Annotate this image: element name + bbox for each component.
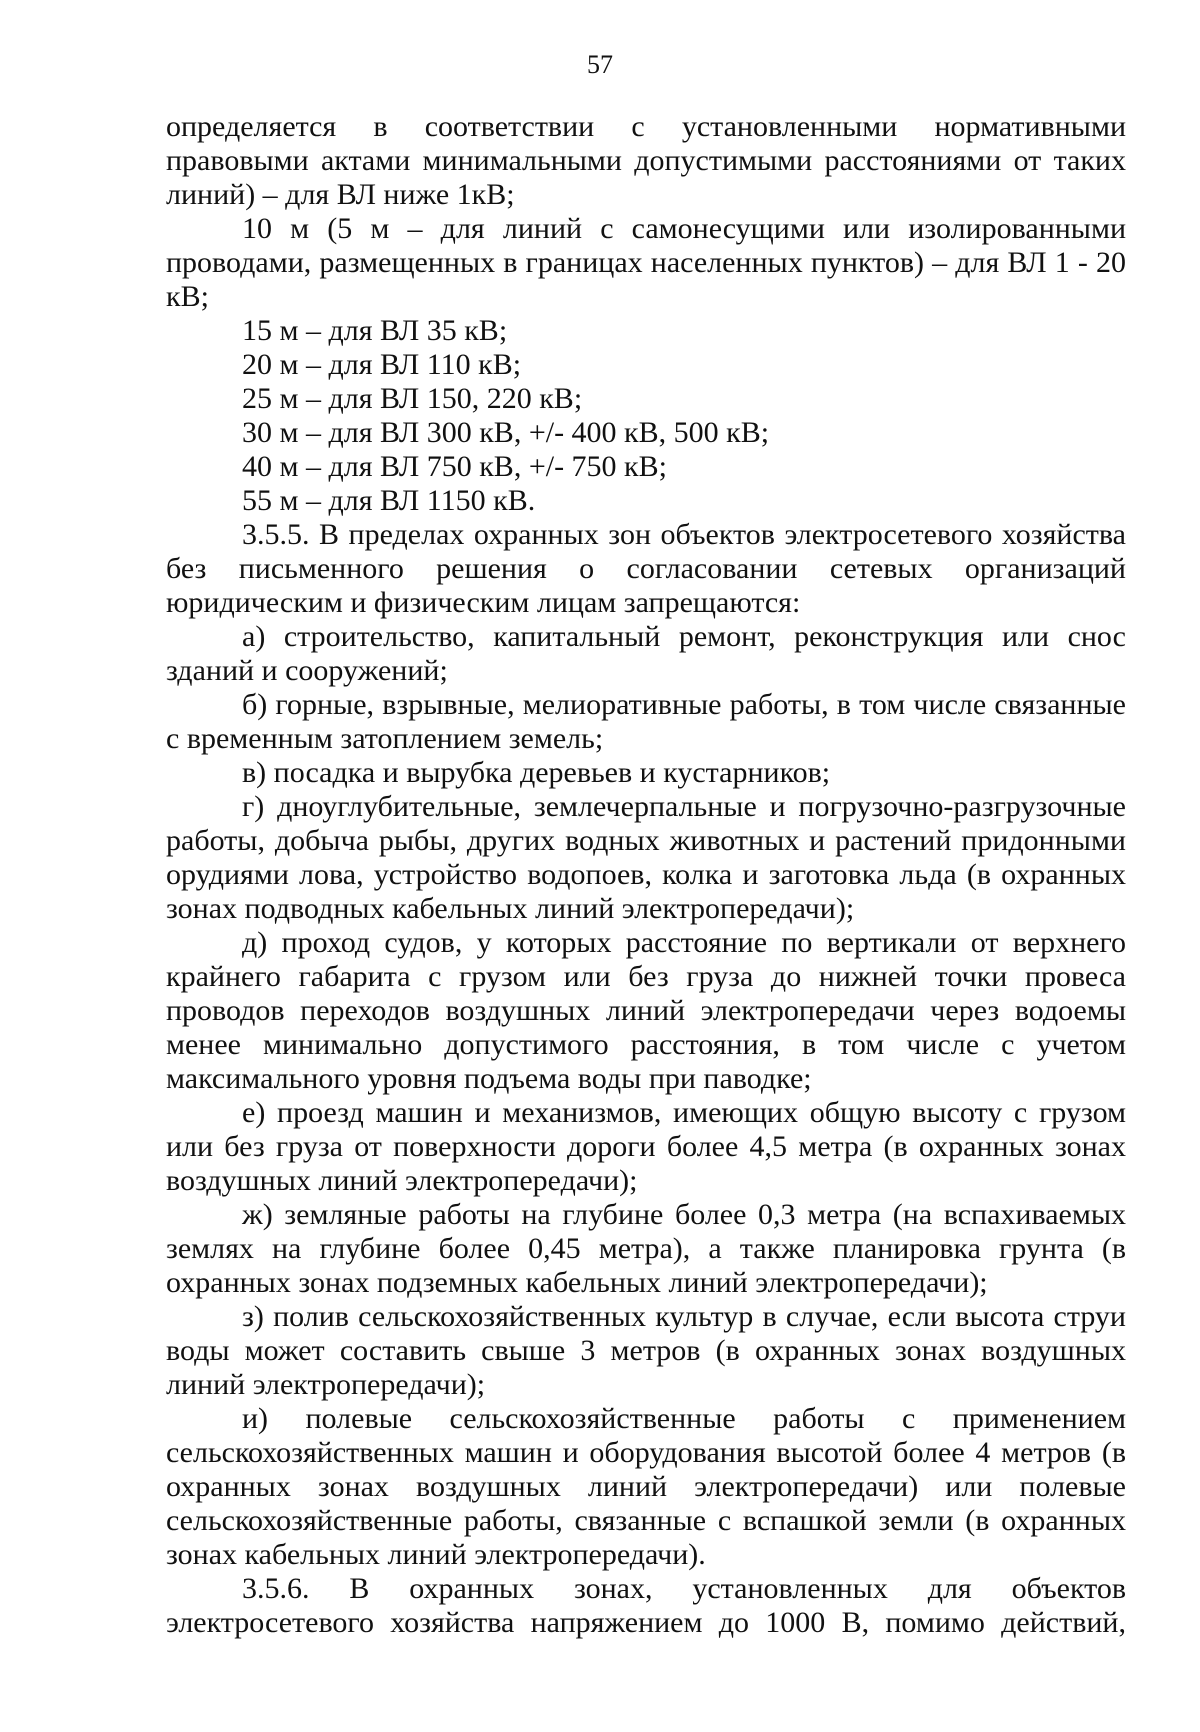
paragraph-continuation: определяется в соответствии с установленными нормативными правовыми актами минимальными допустимыми расстояниями от таких линий) – для ВЛ ниже 1кВ; bbox=[166, 110, 1126, 211]
list-item-d: д) проход судов, у которых расстояние по вертикали от верхнего крайнего габарита с грузом или без груза до нижней точки провеса проводов переходов воздушных линий электропередачи через водоемы менее минимально допустимого расстояния, в том числе с учетом максимального уровня подъема воды при паводке; bbox=[166, 926, 1126, 1095]
paragraph-distance-25m: 25 м – для ВЛ 150, 220 кВ; bbox=[242, 382, 583, 415]
list-item-b: б) горные, взрывные, мелиоративные работы, в том числе связанные с временным затоплением земель; bbox=[166, 688, 1126, 755]
paragraph-section-3-5-6: 3.5.6. В охранных зонах, установленных для объектов электросетевого хозяйства напряжением до 1000 В, помимо действий, bbox=[166, 1572, 1126, 1639]
list-item-i: и) полевые сельскохозяйственные работы с применением сельскохозяйственных машин и оборудования высотой более 4 метров (в охранных зонах воздушных линий электропередачи) или полевые сельскохозяйственные работы, связанные с вспашкой земли (в охранных зонах кабельных линий электропередачи). bbox=[166, 1402, 1126, 1571]
list-item-zh: ж) земляные работы на глубине более 0,3 метра (на вспахиваемых землях на глубине более 0,45 метра), а также планировка грунта (в охранных зонах подземных кабельных линий электропередачи); bbox=[166, 1198, 1126, 1299]
paragraph-section-3-5-5: 3.5.5. В пределах охранных зон объектов электросетевого хозяйства без письменного решения о согласовании сетевых организаций юридическим и физическим лицам запрещаются: bbox=[166, 518, 1126, 619]
list-item-g: г) дноуглубительные, землечерпальные и погрузочно-разгрузочные работы, добыча рыбы, других водных животных и растений придонными орудиями лова, устройство водопоев, колка и заготовка льда (в охранных зонах подводных кабельных линий электропередачи); bbox=[166, 790, 1126, 925]
list-item-v: в) посадка и вырубка деревьев и кустарников; bbox=[242, 756, 831, 789]
paragraph-distance-20m: 20 м – для ВЛ 110 кВ; bbox=[242, 348, 522, 381]
list-item-e: е) проезд машин и механизмов, имеющих общую высоту с грузом или без груза от поверхности дороги более 4,5 метра (в охранных зонах воздушных линий электропередачи); bbox=[166, 1096, 1126, 1197]
list-item-z: з) полив сельскохозяйственных культур в случае, если высота струи воды может составить свыше 3 метров (в охранных зонах воздушных линий электропередачи); bbox=[166, 1300, 1126, 1401]
page-number: 57 bbox=[587, 50, 613, 79]
paragraph-distance-30m: 30 м – для ВЛ 300 кВ, +/- 400 кВ, 500 кВ; bbox=[242, 416, 770, 449]
paragraph-distance-40m: 40 м – для ВЛ 750 кВ, +/- 750 кВ; bbox=[242, 450, 667, 483]
paragraph-distance-10m: 10 м (5 м – для линий с самонесущими или изолированными проводами, размещенных в границах населенных пунктов) – для ВЛ 1 - 20 кВ; bbox=[166, 212, 1126, 313]
paragraph-distance-55m: 55 м – для ВЛ 1150 кВ. bbox=[242, 484, 536, 517]
list-item-a: а) строительство, капитальный ремонт, реконструкция или снос зданий и сооружений; bbox=[166, 620, 1126, 687]
document-body bbox=[166, 110, 1126, 1640]
paragraph-distance-15m: 15 м – для ВЛ 35 кВ; bbox=[242, 314, 508, 347]
